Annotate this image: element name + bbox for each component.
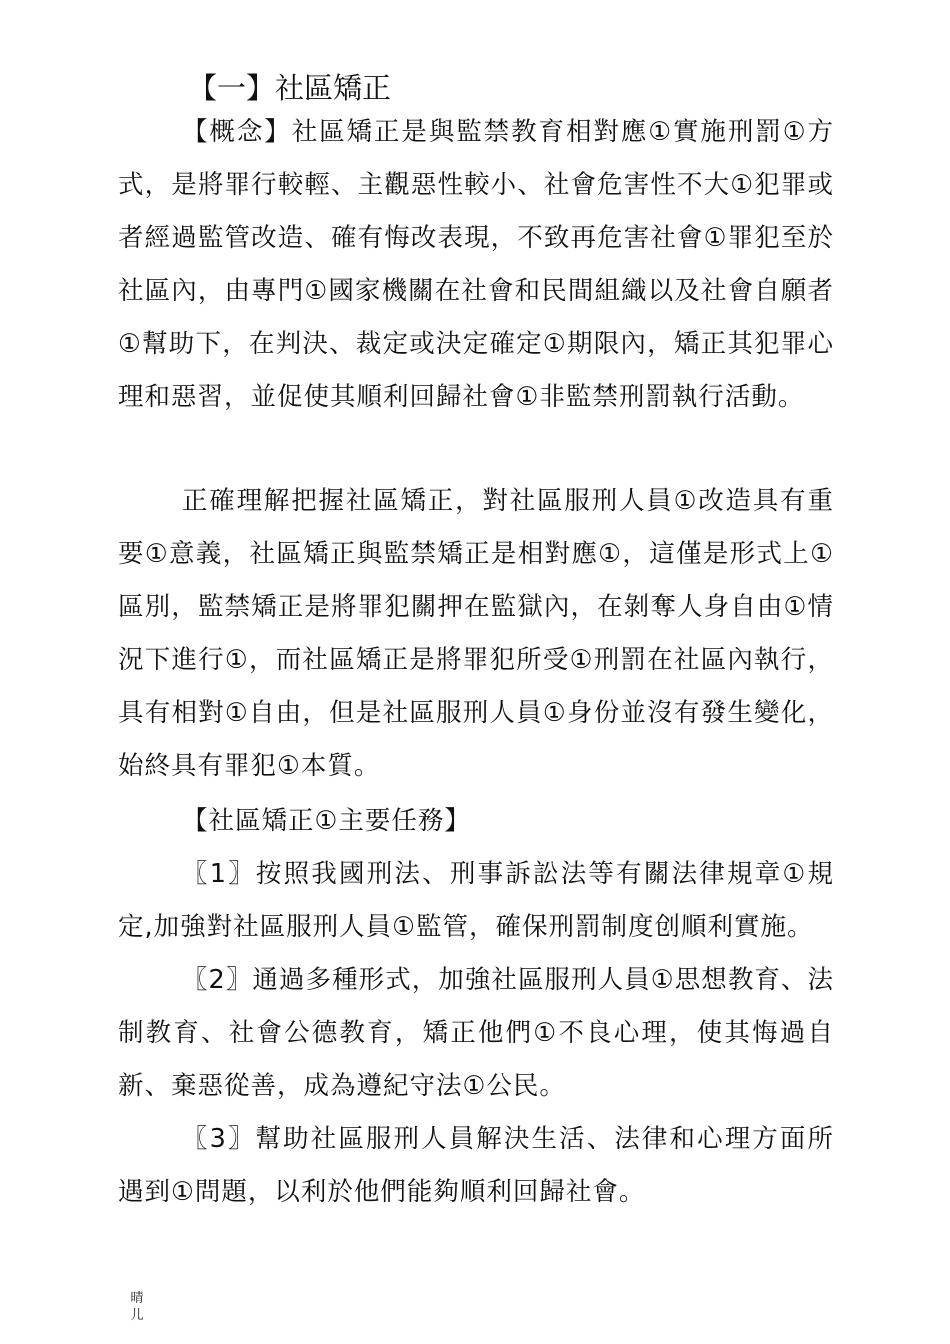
section-heading: 【一】社區矯正 bbox=[188, 71, 392, 105]
footer-mark: 晴儿 bbox=[130, 1291, 144, 1323]
paragraph-tasks-heading: 【社區矯正①主要任務】 bbox=[182, 806, 471, 836]
paragraph-task-1: 〖1〗按照我國刑法、刑事訴訟法等有關法律規章①規定,加強對社區服刑人員①監管，確保刑罰制度创順利實施。 bbox=[118, 859, 834, 942]
paragraph-task-2: 〖2〗通過多種形式，加強社區服刑人員①思想教育、法制教育、社會公德教育，矯正他們①不良心理，使其悔過自新、棄惡從善，成為遵紀守法①公民。 bbox=[118, 965, 834, 1101]
paragraph-concept: 【概念】社區矯正是與監禁教育相對應①實施刑罰①方式，是將罪行較輕、主觀惡性較小、社會危害性不大①犯罪或者經過監管改造、確有悔改表現，不致再危害社會①罪犯至於社區內，由專門①國家機關在社會和民間組織以及社會自願者①幫助下，在判決、裁定或決定確定①期限內，矯正其犯罪心理和惡習，並促使其順利回歸社會①非監禁刑罰執行活動。 bbox=[118, 117, 834, 412]
paragraph-understanding: 正確理解把握社區矯正，對社區服刑人員①改造具有重要①意義，社區矯正與監禁矯正是相對應①，這僅是形式上①區別，監禁矯正是將罪犯關押在監獄內，在剝奪人身自由①情況下進行①，而社區矯正是將罪犯所受①刑罰在社區內執行，具有相對①自由，但是社區服刑人員①身份並沒有發生變化，始終具有罪犯①本質。 bbox=[118, 486, 834, 781]
paragraph-task-3: 〖3〗幫助社區服刑人員解決生活、法律和心理方面所遇到①問題，以利於他們能夠順利回歸社會。 bbox=[118, 1124, 834, 1207]
